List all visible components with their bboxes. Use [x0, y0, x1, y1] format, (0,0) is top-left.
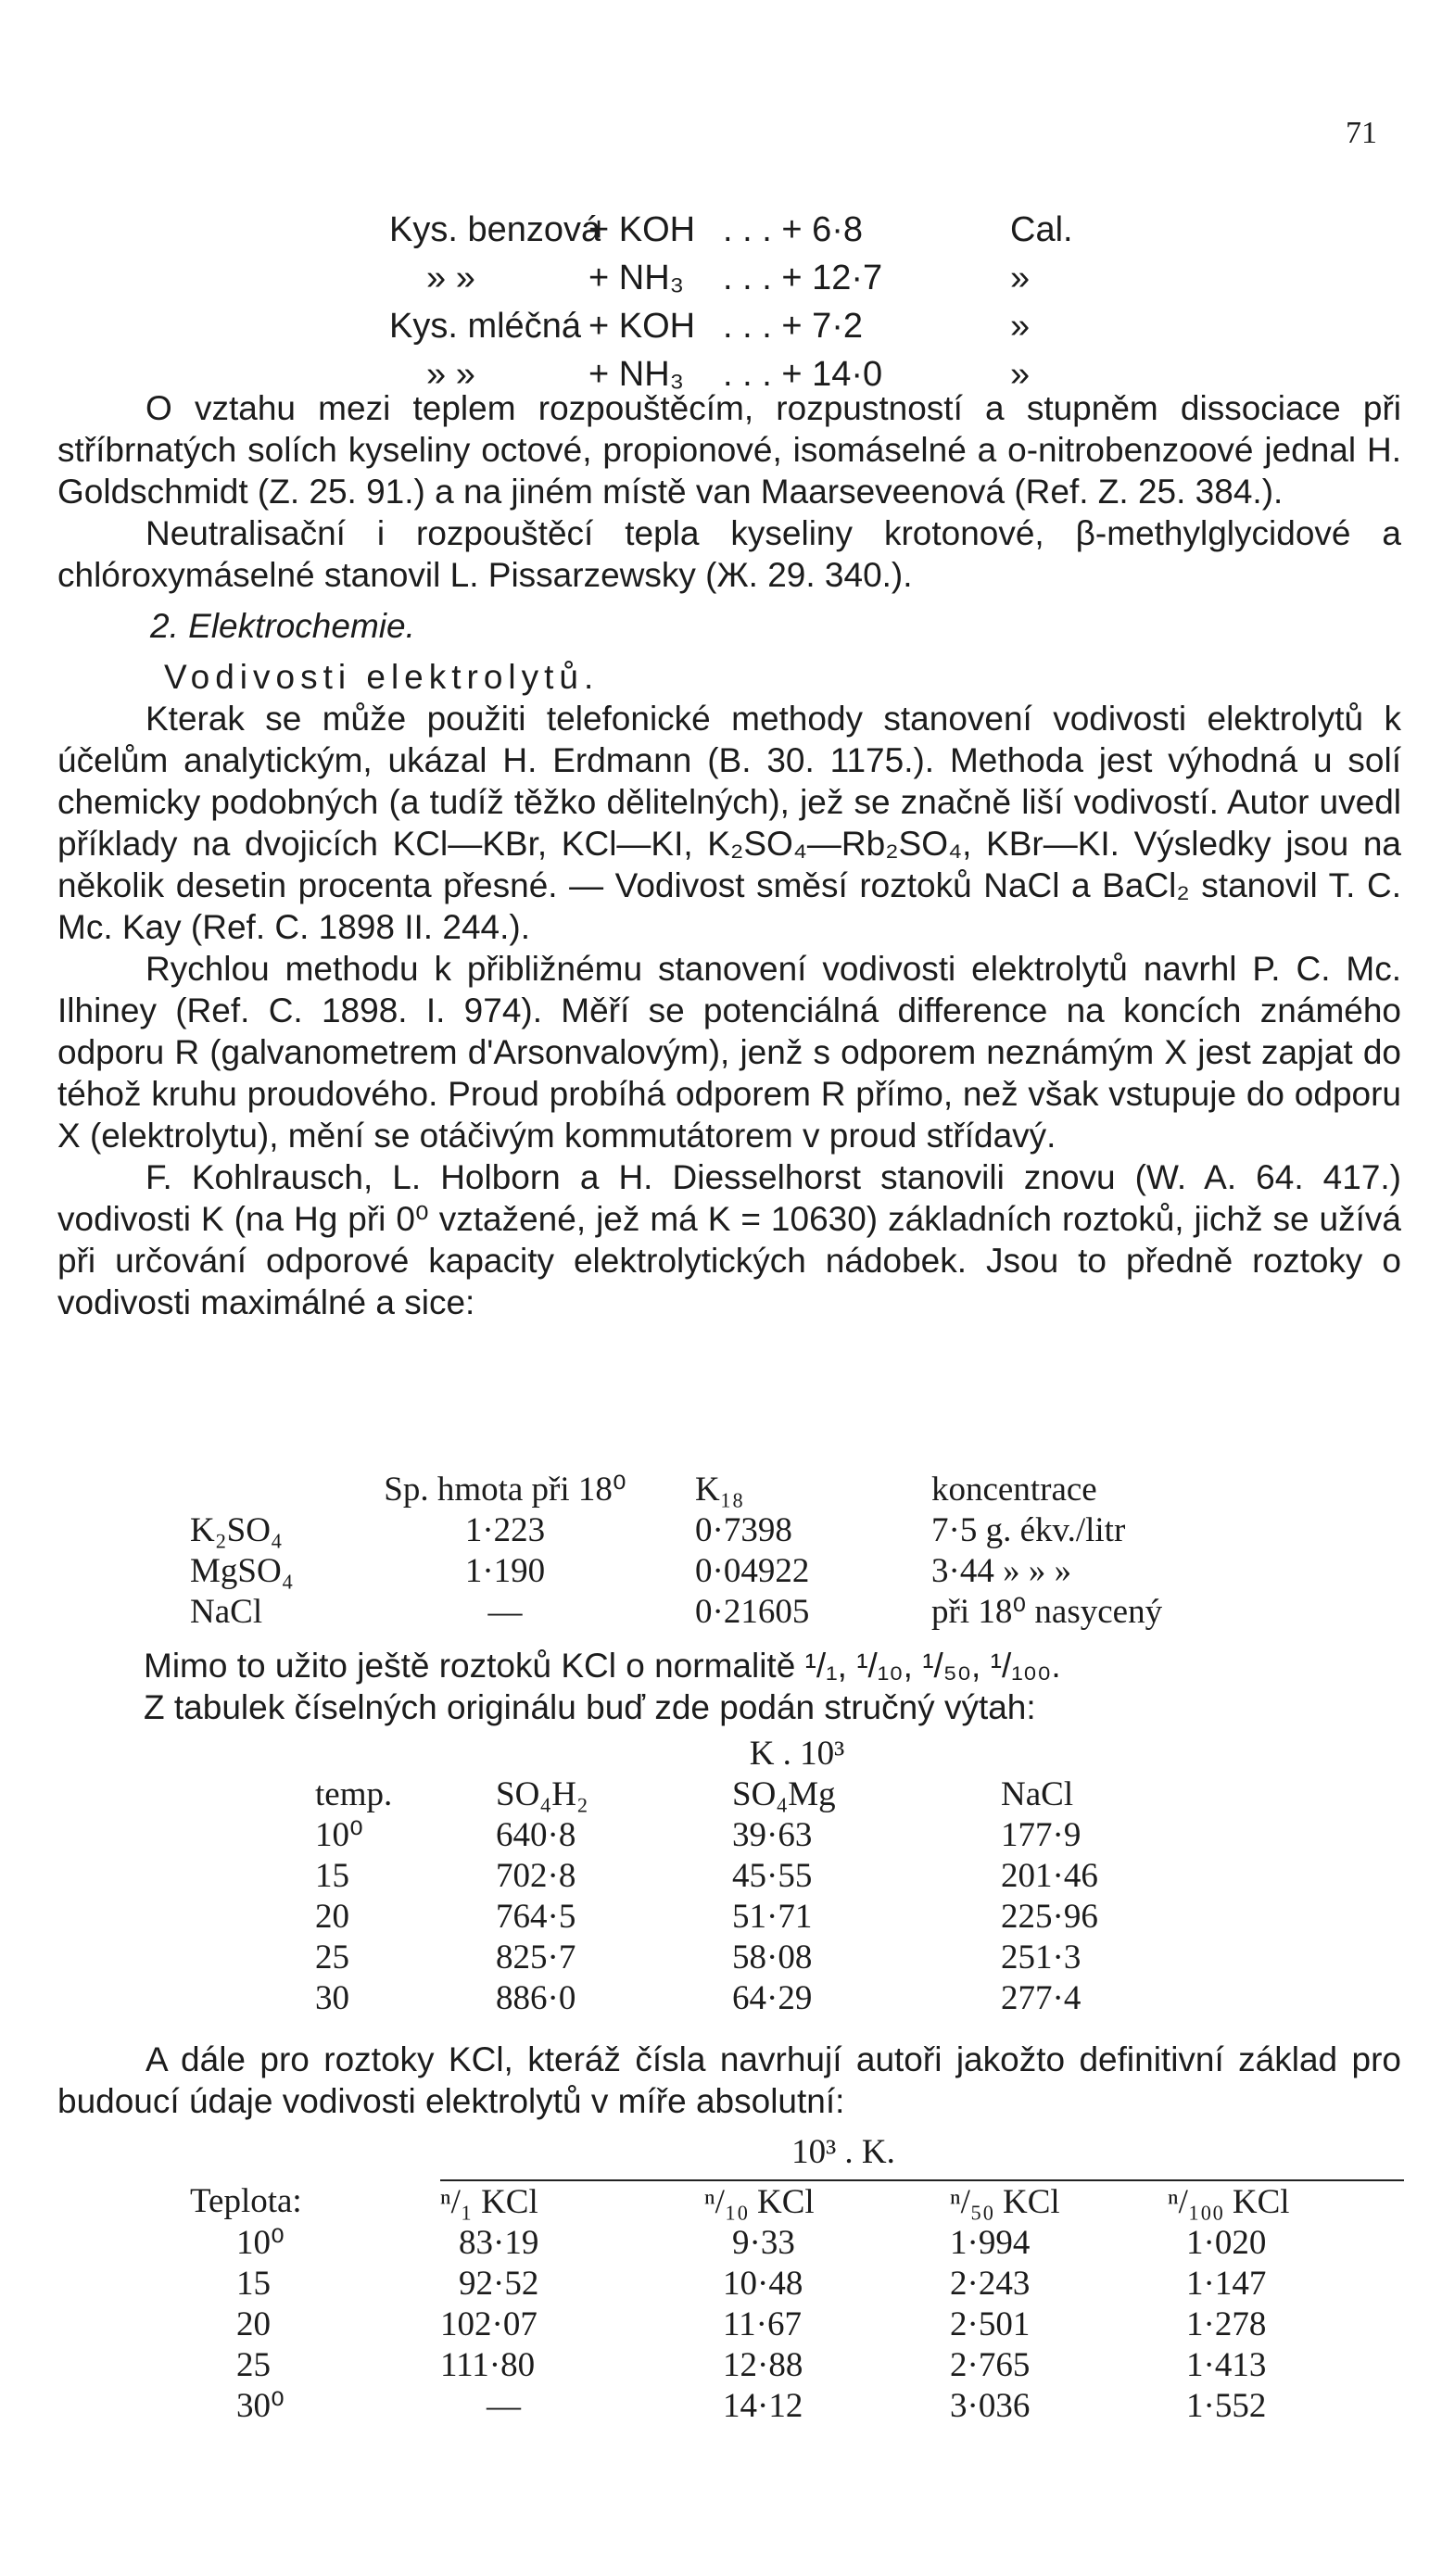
section-heading: 2. Elektrochemie. [150, 607, 415, 645]
table-row: 25 825·7 58·08 251·3 [315, 1938, 1082, 1976]
paragraph: Neutralisační i rozpouštěcí tepla kyseliny krotonové, β-methylglycidové a chlóroxymáselné stanovil L. Pissarzewsky (Ж. 29. 340.). [57, 514, 1401, 594]
body-text-3 [57, 2039, 1401, 2122]
table-caption-row [190, 2131, 1404, 2172]
page-number: 71 [1346, 116, 1377, 150]
equation-row: » » + NH₃ . . . + 14·0 » [426, 355, 1031, 394]
table-caption: 10³ . K. [791, 2132, 895, 2171]
paragraph: Rychlou methodu k přibližnému stanovení vodivosti elektrolytů navrhl P. C. Mc. Ilhiney (Ref. C. 1898. I. 974). Měří se potenciálná difference na koncích známého odporu R (galvanometrem d'Arsonvalovým), jenž s odporem neznámým X jest zapjat do téhož kruhu proudového. Proud probíhá odporem R přímo, než však vstupuje do odporu X (elektrolytu), mění se otáčivým kommutátorem v proud střídavý. [57, 950, 1401, 1155]
table-row: 15 702·8 45·55 201·46 [315, 1856, 1098, 1895]
paragraph: Z tabulek číselných originálu buď zde podán stručný výtah: [144, 1688, 1036, 1726]
table-row: NaCl — 0·21605 při 18⁰ nasycený [190, 1592, 1163, 1631]
table-rule-row [190, 2172, 1404, 2180]
table-header-row: Sp. hmota při 18⁰ K₁₈ koncentrace [384, 1470, 1097, 1509]
table-header-row: Teplota: ⁿ/₁ KCl ⁿ/₁₀ KCl ⁿ/₅₀ KCl ⁿ/₁₀₀ KCl [190, 2182, 1290, 2221]
table-row: 25 111·80 12·88 2·765 1·413 [236, 2345, 1267, 2384]
table-k-values [315, 1733, 1186, 2018]
equation-row: Kys. mléčná + KOH . . . + 7·2 » [389, 307, 1031, 346]
table-row: MgSO₄ 1·190 0·04922 3·44 » » » [190, 1551, 1072, 1590]
paragraph: Kterak se může použiti telefonické methody stanovení vodivosti elektrolytů k účelům analytickým, ukázal H. Erdmann (B. 30. 1175.). Methoda jest výhodná u solí chemicky podobných (a tudíž těžko dělitelných), jež se značně liší vodivostí. Autor uvedl příklady na dvojicích KCl—KBr, KCl—KI, K₂SO₄—Rb₂SO₄, KBr—KI. Výsledky jsou na několik desetin procenta přesné. — Vodivost směsí roztoků NaCl a BaCl₂ stanovil T. C. Mc. Kay (Ref. C. 1898 II. 244.). [57, 700, 1401, 946]
subsection-heading: Vodivosti elektrolytů. [164, 658, 600, 696]
equation-row: » » + NH₃ . . . + 12·7 » [426, 259, 1031, 297]
table-caption-row [315, 1733, 1186, 1774]
table-row: 20 764·5 51·71 225·96 [315, 1897, 1098, 1936]
body-text [57, 387, 1401, 1323]
table-row: 30⁰ — 14·12 3·036 1·552 [236, 2386, 1267, 2425]
paragraph: O vztahu mezi teplem rozpouštěcím, rozpustností a stupněm dissociace při stříbrnatých solích kyseliny octové, propionové, isomáselné a o-nitrobenzoové jednal H. Goldschmidt (Z. 25. 91.) a na jiném místě van Maarseveenová (Ref. Z. 25. 384.). [57, 389, 1401, 511]
table-kcl-conductivity [190, 2131, 1404, 2426]
table-caption: K . 10³ [749, 1734, 845, 1773]
table-row: 15 92·52 10·48 2·243 1·147 [236, 2264, 1267, 2303]
header-rule [440, 2172, 1404, 2180]
table-row: 30 886·0 64·29 277·4 [315, 1978, 1082, 2017]
paragraph: Mimo to užito ještě roztoků KCl o normalitě ¹/₁, ¹/₁₀, ¹/₅₀, ¹/₁₀₀. [144, 1647, 1061, 1685]
paragraph: F. Kohlrausch, L. Holborn a H. Diesselhorst stanovili znovu (W. A. 64. 417.) vodivosti K (na Hg při 0⁰ vztažené, jež má K = 10630) základních roztoků, jichž se užívá při určování odporové kapacity elektrolytických nádobek. Jsou to předně roztoky o vodivosti maximálné a sice: [57, 1158, 1401, 1321]
table-row: 10⁰ 83·19 9·33 1·994 1·020 [236, 2223, 1267, 2262]
table-row: 10⁰ 640·8 39·63 177·9 [315, 1815, 1082, 1854]
table-saturated-solutions [190, 1469, 1237, 1632]
body-text-2 [144, 1645, 1404, 1728]
equation-row: Kys. benzová + KOH . . . + 6·8 Cal. [389, 210, 1073, 249]
table-header-row: temp. SO₄H₂ SO₄Mg NaCl [315, 1774, 1074, 1813]
table-row: 20 102·07 11·67 2·501 1·278 [236, 2305, 1267, 2343]
heat-equations [389, 206, 1073, 398]
table-row: K₂SO₄ 1·223 0·7398 7·5 g. ékv./litr [190, 1510, 1126, 1549]
paragraph: A dále pro roztoky KCl, kteráž čísla navrhují autoři jakožto definitivní základ pro budoucí údaje vodivosti elektrolytů v míře absolutní: [57, 2040, 1401, 2120]
